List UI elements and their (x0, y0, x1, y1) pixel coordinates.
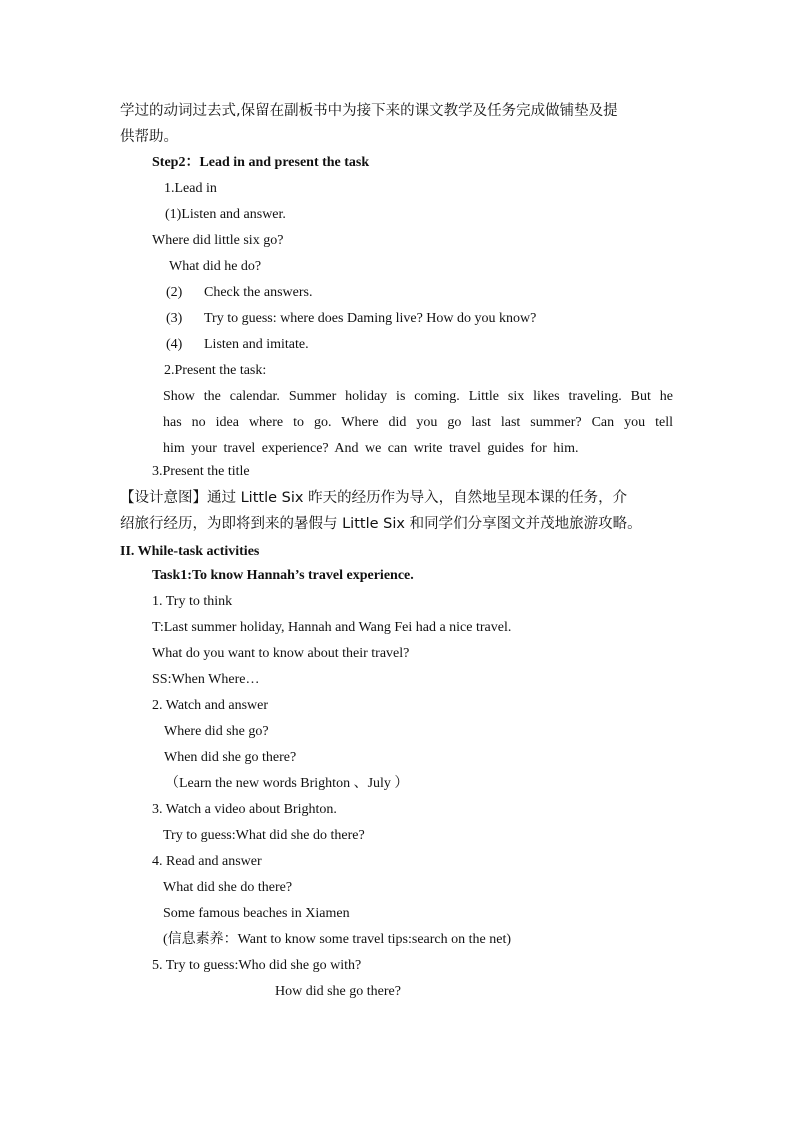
design-intent-line-2: 绍旅行经历，为即将到来的暑假与 Little Six 和同学们分享图文并茂地旅游攻略。 (120, 516, 642, 532)
task1-step-1: 1. Try to think (152, 594, 233, 609)
step-4-question: What did she do there? (163, 880, 293, 895)
step-3-guess: Try to guess:What did she do there? (163, 828, 365, 843)
listen-answer-item: (1)Listen and answer. (165, 207, 286, 222)
task1-step-3: 3. Watch a video about Brighton. (152, 802, 337, 817)
question-what: What did he do? (169, 259, 262, 274)
info-literacy-note: (信息素养：Want to know some travel tips:search on the net) (163, 932, 512, 947)
while-task-heading: II. While-task activities (120, 544, 260, 559)
want-to-know-line: What do you want to know about their travel? (152, 646, 410, 661)
item-2-text: Check the answers. (204, 285, 313, 300)
present-task-label: 2.Present the task: (164, 363, 267, 378)
question-where: Where did little six go? (152, 233, 284, 248)
design-intent-line-1: 【设计意图】通过 Little Six 昨天的经历作为导入，自然地呈现本课的任务，介 (120, 490, 628, 506)
task-paragraph-line-3: him your travel experience? And we can write travel guides for him. (163, 441, 579, 456)
intro-line-1: 学过的动词过去式,保留在副板书中为接下来的课文教学及任务完成做铺垫及提 (120, 103, 618, 119)
lead-in-label: 1.Lead in (164, 181, 217, 196)
item-3-text: Try to guess: where does Daming live? How do you know? (204, 311, 537, 326)
item-4-text: Listen and imitate. (204, 337, 309, 352)
task1-heading: Task1:To know Hannah’s travel experience. (152, 568, 414, 583)
item-2-number: (2) (166, 285, 183, 300)
task-paragraph-line-1: Show the calendar. Summer holiday is coming. Little six likes traveling. But he (163, 389, 673, 404)
task1-step-5: 5. Try to guess:Who did she go with? (152, 958, 362, 973)
task-paragraph-line-2: has no idea where to go. Where did you go last last summer? Can you tell (163, 415, 673, 430)
task1-step-4: 4. Read and answer (152, 854, 262, 869)
step-5-question-b: How did she go there? (275, 984, 401, 999)
intro-line-2: 供帮助。 (120, 129, 178, 145)
step-2-question-b: When did she go there? (164, 750, 297, 765)
step-2-question-a: Where did she go? (164, 724, 269, 739)
students-line: SS:When Where… (152, 672, 260, 687)
item-4-number: (4) (166, 337, 183, 352)
task1-step-2: 2. Watch and answer (152, 698, 269, 713)
present-title-label: 3.Present the title (152, 464, 250, 479)
item-3-number: (3) (166, 311, 183, 326)
new-words-note: （Learn the new words Brighton 、July ） (165, 776, 409, 791)
step2-heading: Step2：Lead in and present the task (152, 155, 370, 170)
teacher-line: T:Last summer holiday, Hannah and Wang Fei had a nice travel. (152, 620, 512, 635)
step-4-beaches: Some famous beaches in Xiamen (163, 906, 350, 921)
